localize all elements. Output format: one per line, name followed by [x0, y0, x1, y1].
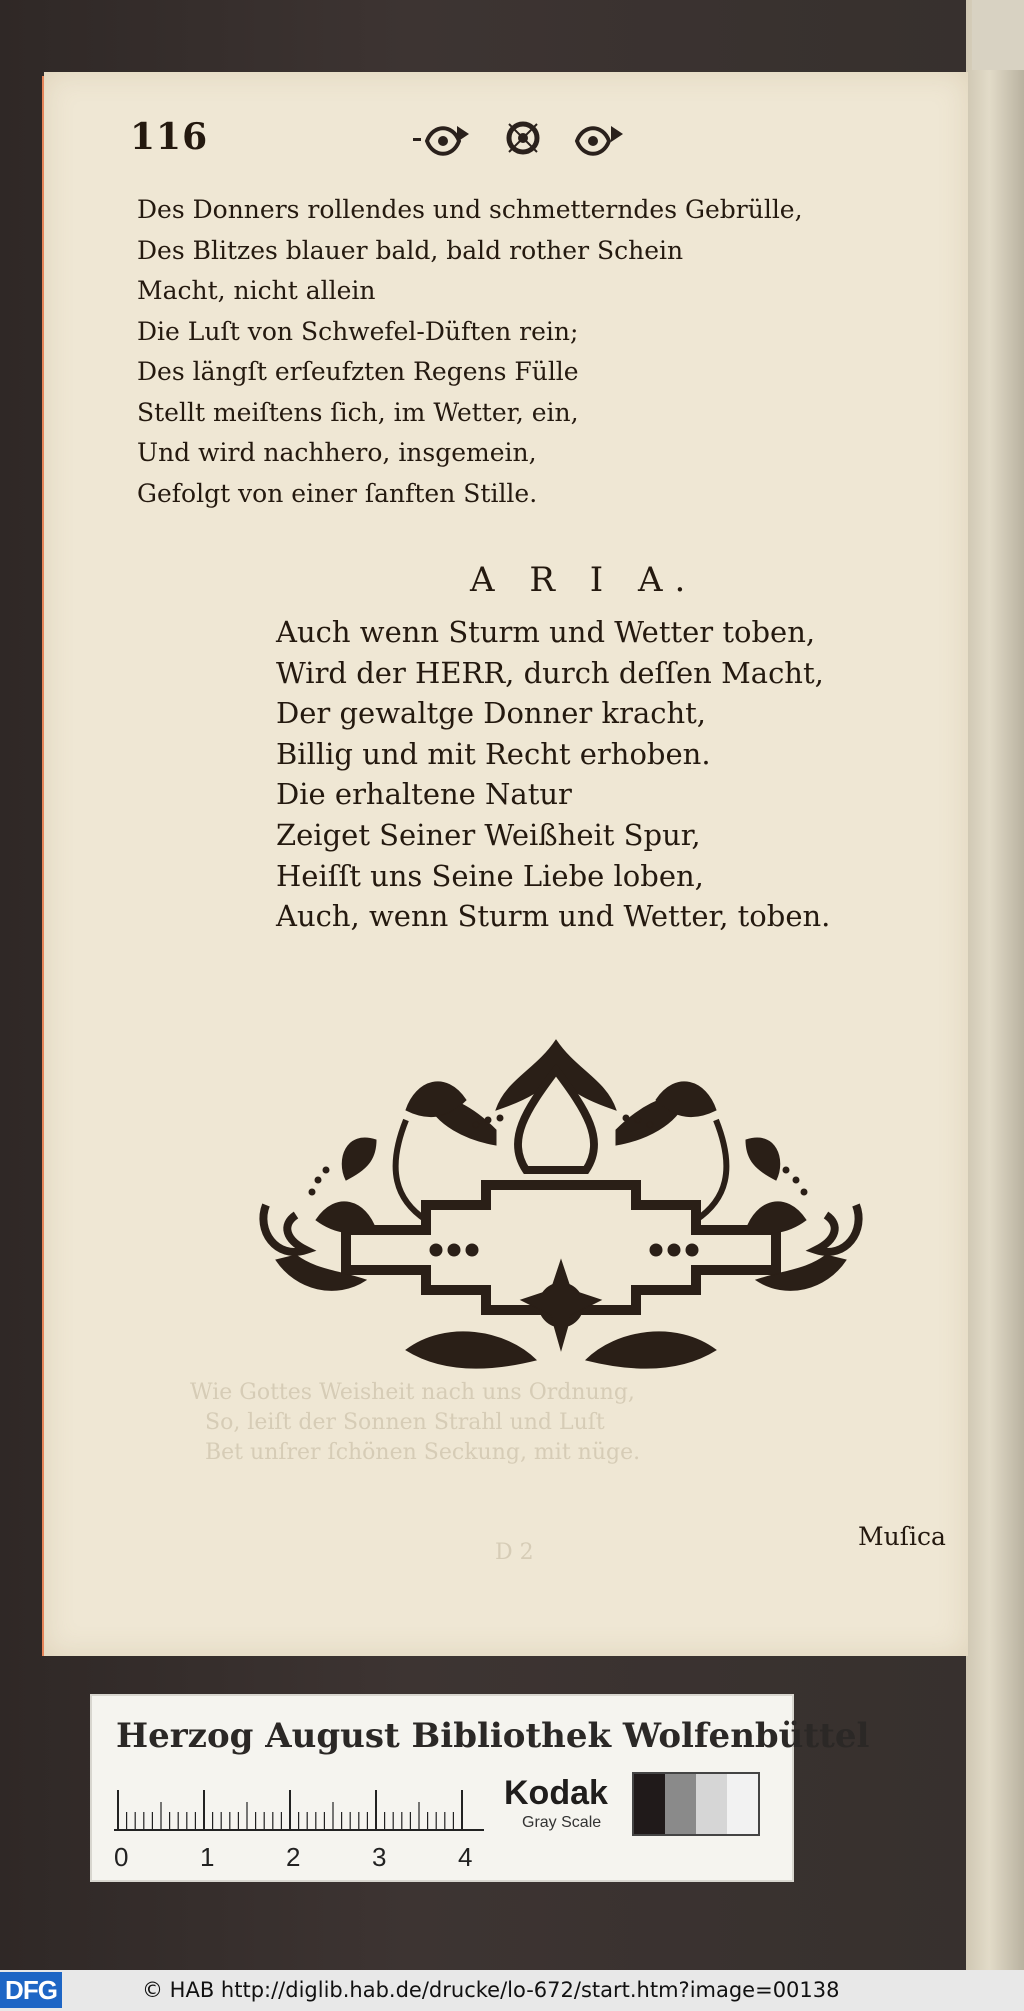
show-through-line: Wie Gottes Weisheit nach uns Ordnung,	[190, 1380, 635, 1405]
catchword: Muſica	[858, 1522, 946, 1551]
dfg-logo[interactable]: DFG	[0, 1972, 62, 2008]
page-number: 116	[130, 116, 209, 158]
verse-line: Heiſſt uns Seine Liebe loben,	[276, 858, 704, 893]
ruler-labels	[114, 1842, 514, 1872]
verse-line: Billig und mit Recht erhoben.	[276, 736, 711, 771]
head-ornament-icon	[413, 116, 653, 166]
gray-patch	[634, 1774, 665, 1834]
verse-line: Gefolgt von einer ſanften Stille.	[137, 478, 538, 508]
next-page-edge	[966, 0, 1024, 1970]
show-through-line: Bet unſrer ſchönen Seckung, mit nüge.	[205, 1440, 641, 1465]
gray-patch	[696, 1774, 727, 1834]
verse-line: Der gewaltge Donner kracht,	[276, 696, 707, 731]
show-through-line: D 2	[495, 1540, 534, 1565]
verse-line: Des Blitzes blauer bald, bald rother Schein	[137, 235, 684, 265]
color-calibration-card	[90, 1694, 870, 1882]
aria-heading: A R I A.	[470, 560, 698, 600]
verse-line: Auch, wenn Sturm und Wetter, toben.	[276, 899, 831, 934]
aria-block	[276, 612, 896, 937]
verse-line: Des längſt erſeufzten Regens Fülle	[137, 357, 579, 386]
gray-patch	[665, 1774, 696, 1834]
woodcut-vignette-icon	[256, 1030, 872, 1390]
verse-line: Auch wenn Sturm und Wetter toben,	[276, 615, 816, 649]
gray-patch	[727, 1774, 758, 1834]
kodak-brand: Kodak	[504, 1774, 608, 1812]
kodak-subtitle: Gray Scale	[522, 1814, 602, 1831]
verse-line: Zeiget Seiner Weißheit Spur,	[276, 817, 701, 852]
ruler-label: 1	[200, 1842, 215, 1872]
ruler-label: 0	[114, 1842, 129, 1872]
next-page-corner	[972, 0, 1024, 70]
running-head	[130, 116, 690, 166]
verse-line: Die Luſt von Schwefel-Düften rein;	[137, 316, 579, 346]
verse-line: Stellt meiſtens ſich, im Wetter, ein,	[137, 397, 579, 427]
gray-scale-patches	[632, 1772, 760, 1836]
verse-line: Des Donners rollendes und schmetterndes Gebrülle,	[137, 195, 803, 224]
verse-line: Und wird nachhero, insgemein,	[137, 438, 537, 467]
copyright-link[interactable]: © HAB http://diglib.hab.de/drucke/lo-672/start.htm?image=00138	[142, 1978, 840, 2002]
card-title: Herzog August Bibliothek Wolfenbüttel	[116, 1716, 870, 1756]
ruler-scale	[114, 1780, 494, 1836]
kodak-label	[504, 1776, 608, 1832]
ruler-label: 3	[372, 1842, 387, 1872]
ruler-label: 2	[286, 1842, 301, 1872]
verse-line: Wird der HERR, durch deſſen Macht,	[276, 655, 824, 690]
recitative-block	[137, 190, 803, 514]
ruler-label: 4	[458, 1842, 473, 1872]
verse-line: Macht, nicht allein	[137, 276, 376, 305]
verse-line: Die erhaltene Natur	[276, 777, 572, 812]
show-through-line: So, leiſt der Sonnen Strahl und Luſt	[205, 1410, 605, 1435]
